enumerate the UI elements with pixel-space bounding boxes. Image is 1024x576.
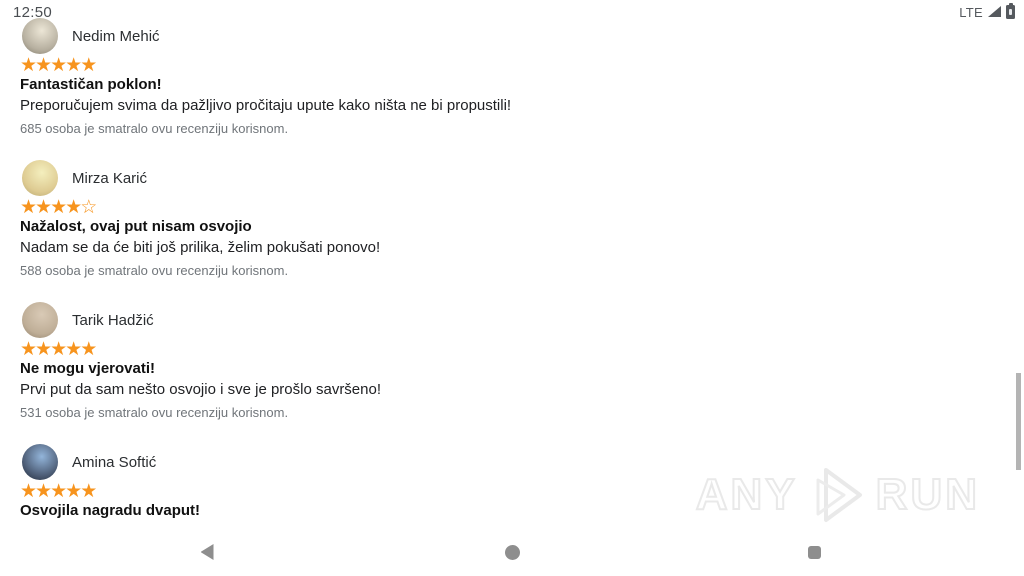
reviewer-name: Nedim Mehić (72, 27, 160, 45)
star-rating (20, 199, 1004, 216)
star-filled-icon: ★ (20, 481, 36, 502)
star-rating (20, 483, 1004, 500)
reviews-list[interactable] (0, 18, 1024, 576)
reviewer-name: Tarik Hadžić (72, 311, 154, 329)
review-item (20, 18, 1004, 136)
status-bar (0, 0, 1024, 24)
reviewer-avatar (22, 302, 58, 338)
star-filled-icon: ★ (50, 339, 66, 360)
star-filled-icon: ★ (35, 197, 51, 218)
review-body: Nadam se da će biti još prilika, želim pokušati ponovo! (20, 239, 381, 256)
star-empty-icon: ☆ (80, 197, 96, 218)
status-bar-right (959, 5, 1015, 20)
review-title: Nažalost, ovaj put nisam osvojio (20, 218, 252, 235)
battery-icon (1006, 5, 1015, 19)
star-filled-icon: ★ (80, 55, 96, 76)
review-header (20, 302, 1004, 338)
star-filled-icon: ★ (35, 339, 51, 360)
helpful-count-label: 531 osoba je smatralo ovu recenziju korisnom. (20, 405, 289, 420)
review-header (20, 444, 1004, 480)
recents-button[interactable] (790, 528, 838, 576)
scrollbar-thumb[interactable] (1016, 373, 1021, 470)
reviewer-avatar (22, 444, 58, 480)
watermark-text-any: ANY (695, 470, 798, 519)
star-rating (20, 341, 1004, 358)
review-title: Fantastičan poklon! (20, 76, 162, 93)
network-type-label: LTE (959, 4, 983, 20)
review-title: Ne mogu vjerovati! (20, 360, 156, 377)
star-filled-icon: ★ (65, 55, 81, 76)
watermark-text-run: RUN (875, 470, 980, 519)
reviewer-name: Mirza Karić (72, 169, 148, 187)
home-button[interactable] (488, 528, 536, 576)
star-filled-icon: ★ (35, 55, 51, 76)
reviewer-avatar (22, 160, 58, 196)
star-filled-icon: ★ (35, 481, 51, 502)
star-filled-icon: ★ (50, 197, 66, 218)
star-filled-icon: ★ (20, 339, 36, 360)
clock: 12:50 (13, 3, 53, 21)
reviewer-name: Amina Softić (72, 453, 157, 471)
review-item (20, 444, 1004, 519)
helpful-count-label: 685 osoba je smatralo ovu recenziju korisnom. (20, 121, 289, 136)
star-filled-icon: ★ (80, 339, 96, 360)
helpful-count-label: 588 osoba je smatralo ovu recenziju korisnom. (20, 263, 289, 278)
star-filled-icon: ★ (80, 481, 96, 502)
back-icon (201, 544, 214, 560)
review-item (20, 302, 1004, 420)
star-filled-icon: ★ (50, 481, 66, 502)
home-icon (505, 545, 520, 560)
star-filled-icon: ★ (65, 481, 81, 502)
navigation-bar (0, 528, 1024, 576)
signal-strength-icon (988, 6, 1001, 17)
review-body: Prvi put da sam nešto osvojio i sve je prošlo savršeno! (20, 381, 382, 398)
star-filled-icon: ★ (65, 339, 81, 360)
star-filled-icon: ★ (20, 197, 36, 218)
star-filled-icon: ★ (50, 55, 66, 76)
star-filled-icon: ★ (65, 197, 81, 218)
star-rating (20, 57, 1004, 74)
star-filled-icon: ★ (20, 55, 36, 76)
review-header (20, 160, 1004, 196)
back-button[interactable] (183, 528, 231, 576)
recents-icon (808, 546, 821, 559)
review-item (20, 160, 1004, 278)
review-body: Preporučujem svima da pažljivo pročitaju upute kako ništa ne bi propustili! (20, 97, 512, 114)
review-title: Osvojila nagradu dvaput! (20, 502, 201, 519)
